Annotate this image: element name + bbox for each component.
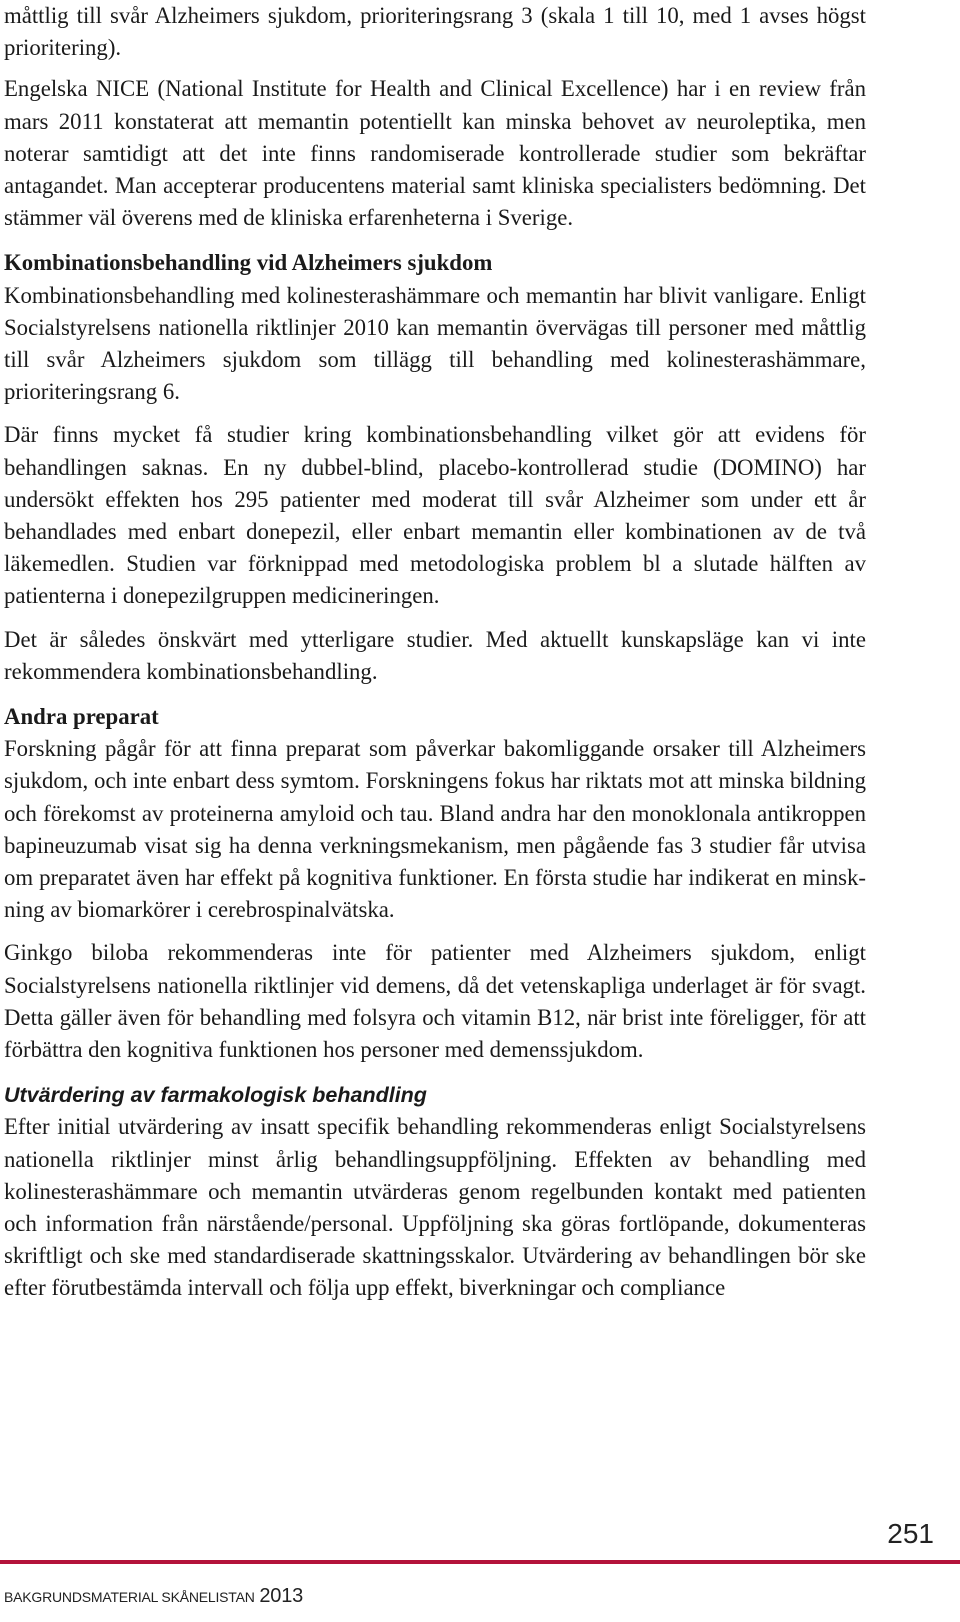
footer-year: 2013: [259, 1585, 304, 1607]
section-evaluation: [4, 1079, 866, 1304]
footer-divider: [0, 1560, 960, 1564]
heading-other-drugs: Andra preparat: [4, 704, 159, 730]
footer-publication: [4, 1585, 303, 1608]
paragraph-combination-2: Där finns mycket få studier kring kombinationsbehandling vilket gör att evidens för behandlingen saknas. En ny dubbel-blind, placebo-kontrollerad studie (DOMINO) har undersökt effekten hos 295 patienter med moderat till svår Alzheimer som under ett år behandlades med enbart donepezil, eller enbart memantin eller kombinationen av de två läkemedlen. Studien var förknippad med metodologiska problem bl a slutade hälften av patienterna i donepezilgruppen medicineringen.: [4, 422, 866, 609]
paragraph-combination-3: Det är således önskvärt med ytterligare studier. Med aktuellt kunskapsläge kan vi inte rekommendera kombinationsbehandling.: [4, 626, 866, 684]
paragraph-evaluation-1: Efter initial utvärdering av insatt specifik behandling rekommenderas enligt Socialstyrelsens nationella riktlinjer minst årlig behandlingsuppföljning. Effekten av behandling med kolinesterashämmare och memantin utvärderas genom regelbunden kontakt med patienten och information från närstående/personal. Uppföljning ska göras fortlöpande, dokumenteras skriftligt och ske med standardiserade skattningsskalor. Utvärdering av behandlingen bör ske efter förutbestämda intervall och följa upp effekt, biverkningar och compliance: [4, 1114, 866, 1301]
page-number: 251: [887, 1518, 934, 1549]
paragraph-other-1: Forskning pågår för att finna preparat som påverkar bakomliggande orsaker till Alzheimers sjukdom, och inte enbart dess symtom. Forskningens fokus har riktats mot att minska bildning och förekomst av proteinerna amyloid och tau. Bland andra har den monoklonala antikroppen bapineuzumab visat sig ha denna verkningsmekanism, men pågående fas 3 studier får utvisa om preparatet även har effekt på kognitiva funktioner. En första studie har indikerat en minskning av biomarkörer i cerebrospinalvätska.: [4, 736, 866, 923]
paragraph-intro-continued: måttlig till svår Alzheimers sjukdom, prioriteringsrang 3 (skala 1 till 10, med 1 avses högst prioritering).: [4, 3, 866, 61]
paragraph-nice-review: Engelska NICE (National Institute for Health and Clinical Excellence) har i en review från mars 2011 konstaterat att memantin potentiellt kan minska behovet av neuroleptika, men noterar samtidigt att det inte finns randomiserade kontrollerade studier som bekräftar antagandet. Man accepterar producentens material samt kliniska specialisters bedömning. Det stämmer väl överens med de kliniska erfarenheterna i Sverige.: [4, 76, 866, 231]
section-other-drugs: [4, 701, 866, 1066]
paragraph-other-2: Ginkgo biloba rekommenderas inte för patienter med Alzheimers sjukdom, enligt Socialstyrelsens nationella riktlinjer vid demens, då det vetenskapliga underlaget är för svagt. Detta gäller även för behandling med folsyra och vitamin B12, när brist inte föreligger, för att förbättra den kognitiva funktionen hos personer med demenssjukdom.: [4, 940, 866, 1063]
document-page: [4, 0, 866, 1305]
footer-publication-title: BAKGRUNDSMATERIAL SKÅNELISTAN: [4, 1589, 255, 1605]
heading-evaluation: Utvärdering av farmakologisk behandling: [4, 1083, 427, 1108]
section-combination-treatment: [4, 247, 866, 688]
heading-combination-treatment: Kombinationsbehandling vid Alzheimers sjukdom: [4, 250, 493, 276]
paragraph-combination-1: Kombinationsbehandling med kolinesterashämmare och memantin har blivit vanligare. Enligt Socialstyrelsens nationella riktlinjer 2010 kan memantin övervägas till personer med måttlig till svår Alzheimers sjukdom som tillägg till behandling med kolinesterashämmare, prioriteringsrang 6.: [4, 282, 866, 405]
